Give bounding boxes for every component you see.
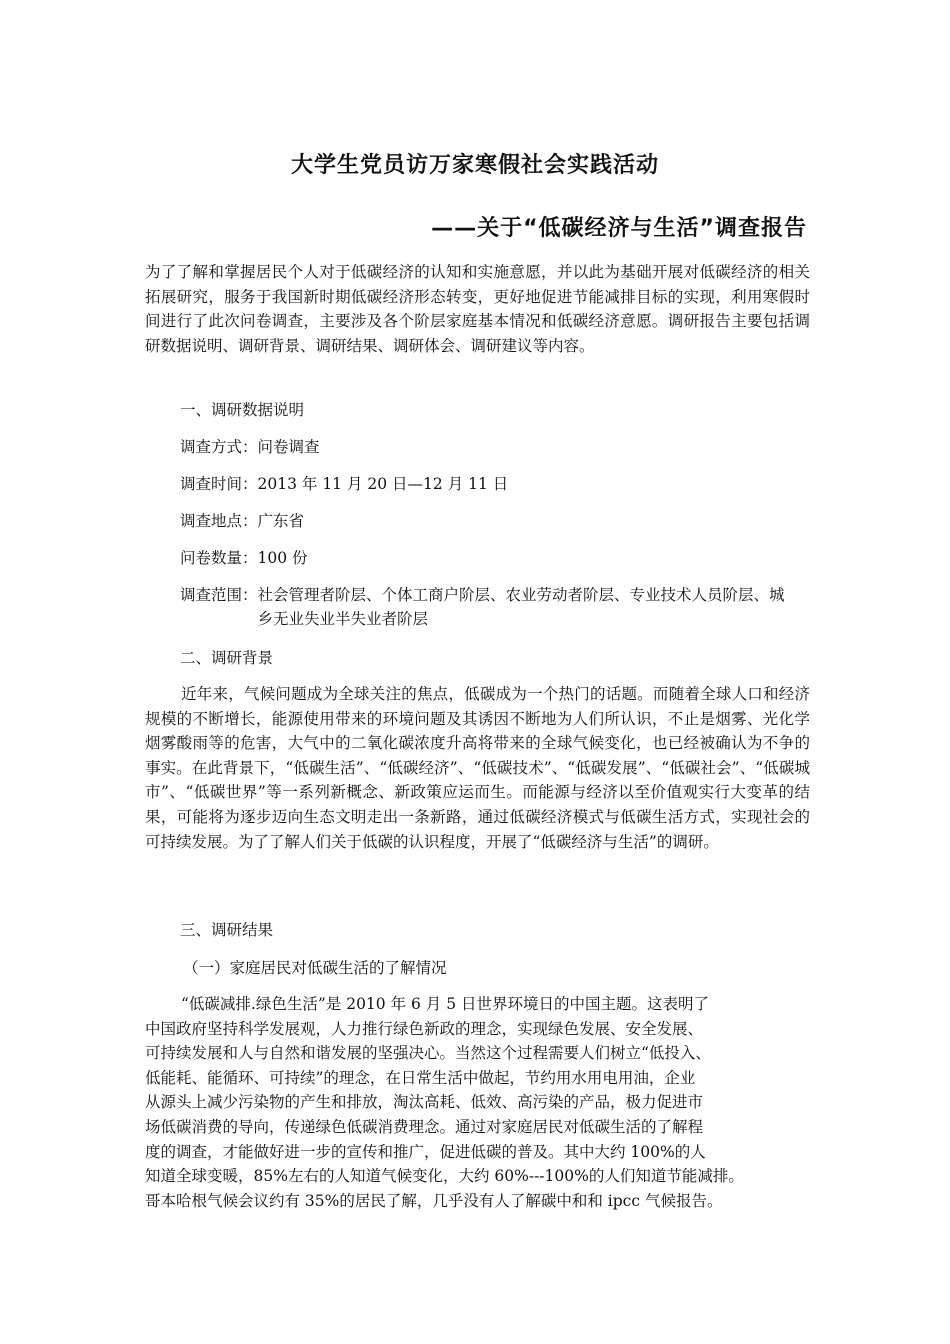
section-1-heading: 一、调研数据说明 [180, 401, 305, 419]
section-2-body: 近年来，气候问题成为全球关注的焦点，低碳成为一个热门的话题。而随着全球人口和经济规模的不断增长，能源使用带来的环境问题及其诱因不断地为人们所认识，不止是烟雾、光化学烟雾酸雨等的危害，大气中的二氧化碳浓度升高将带来的全球气候变化，也已经被确认为不争的事实。在此背景下，“低碳生活”、“低碳经济”、“低碳技术”、“低碳发展”、“低碳社会”、“低碳城市”、“低碳世界”等一系列新概念、新政策应运而生。而能源与经济以至价值观实行大变革的结果，可能将为逐步迈向生态文明走出一条新路，通过低碳经济模式与低碳生活方式，实现社会的可持续发展。为了了解人们关于低碳的认识程度，开展了“低碳经济与生活”的调研。 [145, 685, 810, 851]
field-survey-time [180, 472, 810, 496]
body-line: “低碳减排.绿色生活”是 2010 年 6 月 5 日世界环境日的中国主题。这表明了 [181, 995, 710, 1013]
intro-paragraph: 为了了解和掌握居民个人对于低碳经济的认知和实施意愿，并以此为基础开展对低碳经济的相关拓展研究，服务于我国新时期低碳经济形态转变，更好地促进节能减排目标的实现，利用寒假时间进行了此次问卷调查，主要涉及各个阶层家庭基本情况和低碳经济意愿。调研报告主要包括调研数据说明、调研背景、调研结果、调研体会、调研建议等内容。 [145, 263, 810, 355]
section-3-subheading: （一）家庭居民对低碳生活的了解情况 [183, 959, 447, 977]
field-label: 调查时间： [180, 475, 258, 493]
body-line: 度的调查，才能做好进一步的宣传和推广，促进低碳的普及。其中大约 100%的人 [145, 1142, 706, 1161]
field-label: 调查范围： [180, 586, 258, 604]
field-survey-method [180, 435, 810, 459]
body-line: 从源头上减少污染物的产生和排放，淘汰高耗、低效、高污染的产品，极力促进市 [145, 1093, 704, 1112]
document-subtitle: ——关于“低碳经济与生活”调查报告 [431, 216, 807, 241]
body-line: 中国政府坚持科学发展观，人力推行绿色新政的理念，实现绿色发展、安全发展、 [145, 1019, 704, 1038]
section-3-heading: 三、调研结果 [180, 921, 274, 939]
field-value: 社会管理者阶层、个体工商户阶层、农业劳动者阶层、专业技术人员阶层、城乡无业失业半失业者阶层 [257, 586, 785, 628]
body-line: 可持续发展和人与自然和谐发展的坚强决心。当然这个过程需要人们树立“低投入、 [145, 1044, 711, 1063]
section-2-heading: 二、调研背景 [180, 649, 274, 667]
field-survey-scope [180, 583, 810, 631]
field-label: 问卷数量： [180, 549, 258, 567]
document-title: 大学生党员访万家寒假社会实践活动 [290, 153, 659, 178]
field-questionnaire-count [180, 546, 810, 570]
field-label: 调查方式： [180, 438, 258, 456]
body-line: 场低碳消费的导向，传递绿色低碳消费理念。通过对家庭居民对低碳生活的了解程 [145, 1117, 704, 1136]
section-3-body [145, 992, 810, 1213]
field-value: 广东省 [257, 512, 305, 530]
field-value: 2013 年 11 月 20 日—12 月 11 日 [257, 475, 509, 493]
body-line: 哥本哈根气候会议约有 35%的居民了解，几乎没有人了解碳中和和 ipcc 气候报告。 [145, 1191, 723, 1210]
field-value: 问卷调查 [257, 438, 320, 456]
field-value: 100 份 [257, 549, 308, 567]
field-label: 调查地点： [180, 512, 258, 530]
body-line: 低能耗、能循环、可持续”的理念，在日常生活中做起，节约用水用电用油，企业 [145, 1068, 696, 1087]
field-survey-location [180, 509, 810, 533]
body-line: 知道全球变暖，85%左右的人知道气候变化，大约 60%---100%的人们知道节能减排。 [145, 1167, 744, 1186]
